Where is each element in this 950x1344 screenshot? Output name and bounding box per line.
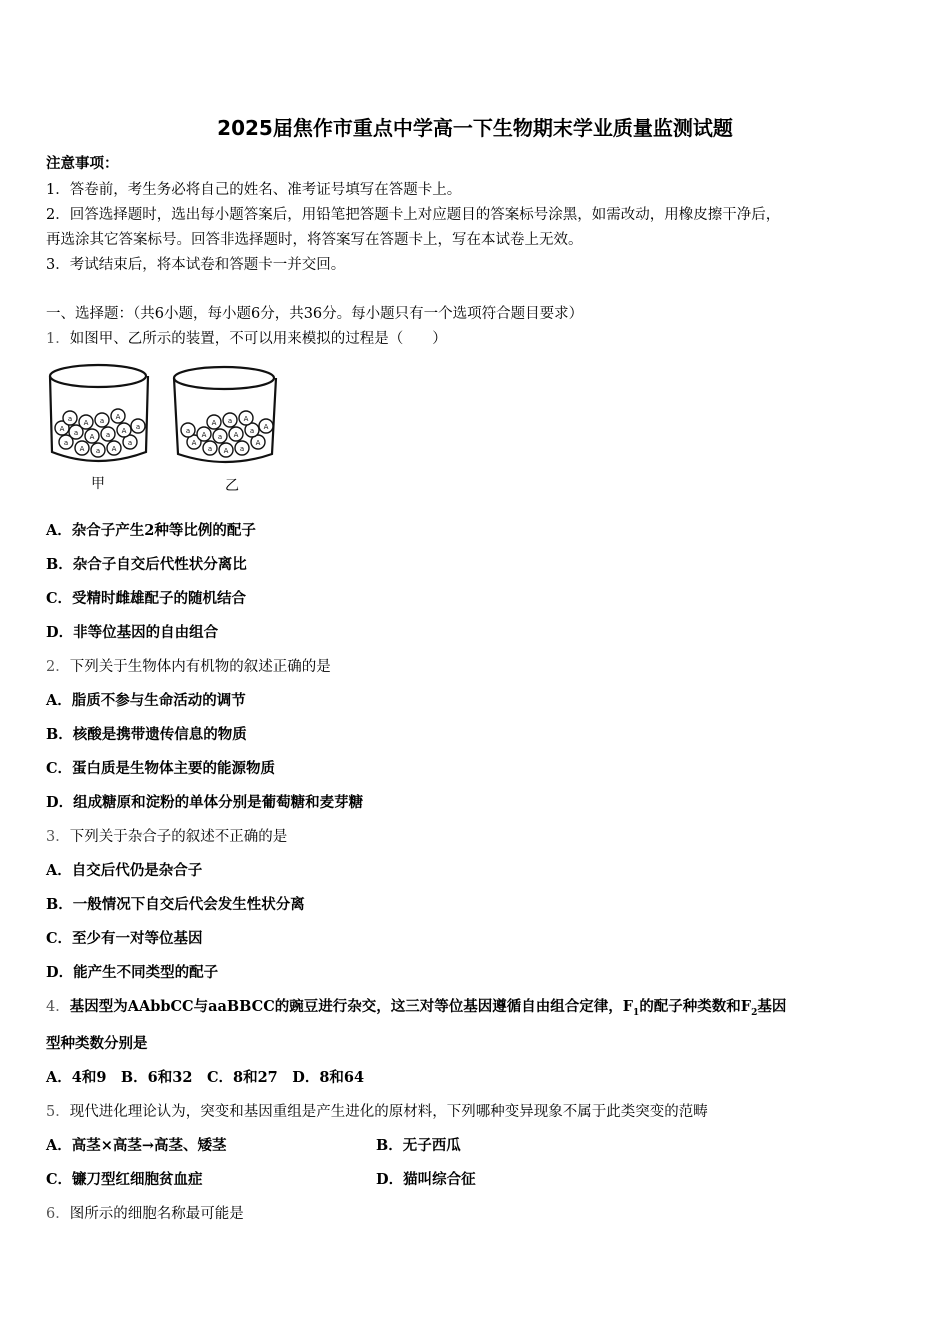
beaker-label-left: 甲 <box>91 476 105 492</box>
question-text: 的配子种类数和F <box>639 998 752 1015</box>
question-number: 4． <box>46 999 70 1015</box>
q3-option-c: C．至少有一对等位基因 <box>46 930 203 947</box>
question-number: 6． <box>46 1206 70 1222</box>
question-text: 基因型为AAbbCC与aaBBCC的豌豆进行杂交，这三对等位基因遵循自由组合定律，F <box>69 998 634 1015</box>
q4-options: A．4和9 B．6和32 C．8和27 D．8和64 <box>46 1069 365 1086</box>
svg-text:A: A <box>255 439 261 447</box>
svg-text:A: A <box>111 445 117 453</box>
notice-item: 3．考试结束后，将本试卷和答题卡一并交回。 <box>46 257 346 273</box>
q2-option-c: C．蛋白质是生物体主要的能源物质 <box>46 760 276 777</box>
q2-option-d: D．组成糖原和淀粉的单体分别是葡萄糖和麦芽糖 <box>46 794 364 811</box>
q1-option-a: A．杂合子产生2种等比例的配子 <box>46 522 256 539</box>
svg-text:a: a <box>217 433 223 441</box>
question-number: 5． <box>46 1104 70 1120</box>
svg-text:a: a <box>63 439 69 447</box>
svg-text:a: a <box>239 445 245 453</box>
notice-heading: 注意事项： <box>46 155 119 172</box>
svg-text:A: A <box>201 431 207 439</box>
svg-text:a: a <box>135 423 141 431</box>
svg-text:a: a <box>73 429 79 437</box>
notice-item: 再选涂其它答案标号。回答非选择题时，将答案写在答题卡上，写在本试卷上无效。 <box>46 232 583 248</box>
svg-text:A: A <box>121 427 127 435</box>
question-text: 下列关于杂合子的叙述不正确的是 <box>69 829 288 845</box>
question-5 <box>46 1100 708 1121</box>
q1-option-c: C．受精时雌雄配子的随机结合 <box>46 590 247 607</box>
beaker-label-right: 乙 <box>225 478 239 494</box>
question-3 <box>46 825 287 846</box>
svg-text:A: A <box>83 419 89 427</box>
svg-text:A: A <box>79 445 85 453</box>
section-heading: 一、选择题：（共6小题，每小题6分，共36分。每小题只有一个选项符合题目要求） <box>46 306 584 322</box>
q3-option-d: D．能产生不同类型的配子 <box>46 964 219 981</box>
question-4 <box>46 995 786 1018</box>
question-number: 1． <box>46 331 70 347</box>
svg-text:a: a <box>249 427 255 435</box>
question-number: 2． <box>46 659 70 675</box>
question-number: 3． <box>46 829 70 845</box>
svg-text:A: A <box>191 439 197 447</box>
q1-option-b: B．杂合子自交后代性状分离比 <box>46 556 247 573</box>
svg-text:a: a <box>227 417 233 425</box>
beaker-diagram <box>46 360 286 500</box>
question-text: 现代进化理论认为，突变和基因重组是产生进化的原材料，下列哪种变异现象不属于此类突变的范畴 <box>69 1104 708 1120</box>
question-text: 下列关于生物体内有机物的叙述正确的是 <box>69 659 331 675</box>
svg-text:a: a <box>99 417 105 425</box>
question-1 <box>46 327 447 348</box>
notice-item: 2．回答选择题时，选出每小题答案后，用铅笔把答题卡上对应题目的答案标号涂黑，如需改动，用橡皮擦干净后， <box>46 207 781 223</box>
question-2 <box>46 655 331 676</box>
svg-text:A: A <box>115 413 121 421</box>
svg-text:a: a <box>105 431 111 439</box>
q3-option-a: A．自交后代仍是杂合子 <box>46 862 203 879</box>
q1-option-d: D．非等位基因的自由组合 <box>46 624 219 641</box>
question-text: 图所示的细胞名称最可能是 <box>69 1206 244 1222</box>
svg-text:A: A <box>223 447 229 455</box>
svg-text:A: A <box>59 425 65 433</box>
q2-option-a: A．脂质不参与生命活动的调节 <box>46 692 246 709</box>
q5-option-c: C．镰刀型红细胞贫血症 <box>46 1171 203 1188</box>
question-text: 基因 <box>757 998 787 1015</box>
question-text: 如图甲、乙所示的装置，不可以用来模拟的过程是（ ） <box>69 331 447 347</box>
subscript: 2 <box>751 1007 758 1018</box>
svg-text:A: A <box>89 433 95 441</box>
question-6 <box>46 1202 244 1223</box>
q5-option-b: B．无子西瓜 <box>376 1137 461 1154</box>
q2-option-b: B．核酸是携带遗传信息的物质 <box>46 726 247 743</box>
svg-text:a: a <box>67 415 73 423</box>
svg-text:a: a <box>95 447 101 455</box>
beaker-figure <box>46 360 286 500</box>
svg-text:A: A <box>243 415 249 423</box>
svg-text:a: a <box>127 439 133 447</box>
q5-option-d: D．猫叫综合征 <box>376 1171 476 1188</box>
svg-text:a: a <box>207 445 213 453</box>
svg-text:A: A <box>263 423 269 431</box>
page-title: 2025届焦作市重点中学高一下生物期末学业质量监测试题 <box>217 116 733 140</box>
svg-text:a: a <box>185 427 191 435</box>
svg-text:A: A <box>233 431 239 439</box>
subscript: 1 <box>633 1007 640 1018</box>
question-4-line2: 型种类数分别是 <box>46 1035 148 1052</box>
q5-option-a: A．高茎×高茎→高茎、矮茎 <box>46 1137 227 1154</box>
svg-text:A: A <box>211 419 217 427</box>
q3-option-b: B．一般情况下自交后代会发生性状分离 <box>46 896 305 913</box>
notice-item: 1．答卷前，考生务必将自己的姓名、准考证号填写在答题卡上。 <box>46 182 462 198</box>
